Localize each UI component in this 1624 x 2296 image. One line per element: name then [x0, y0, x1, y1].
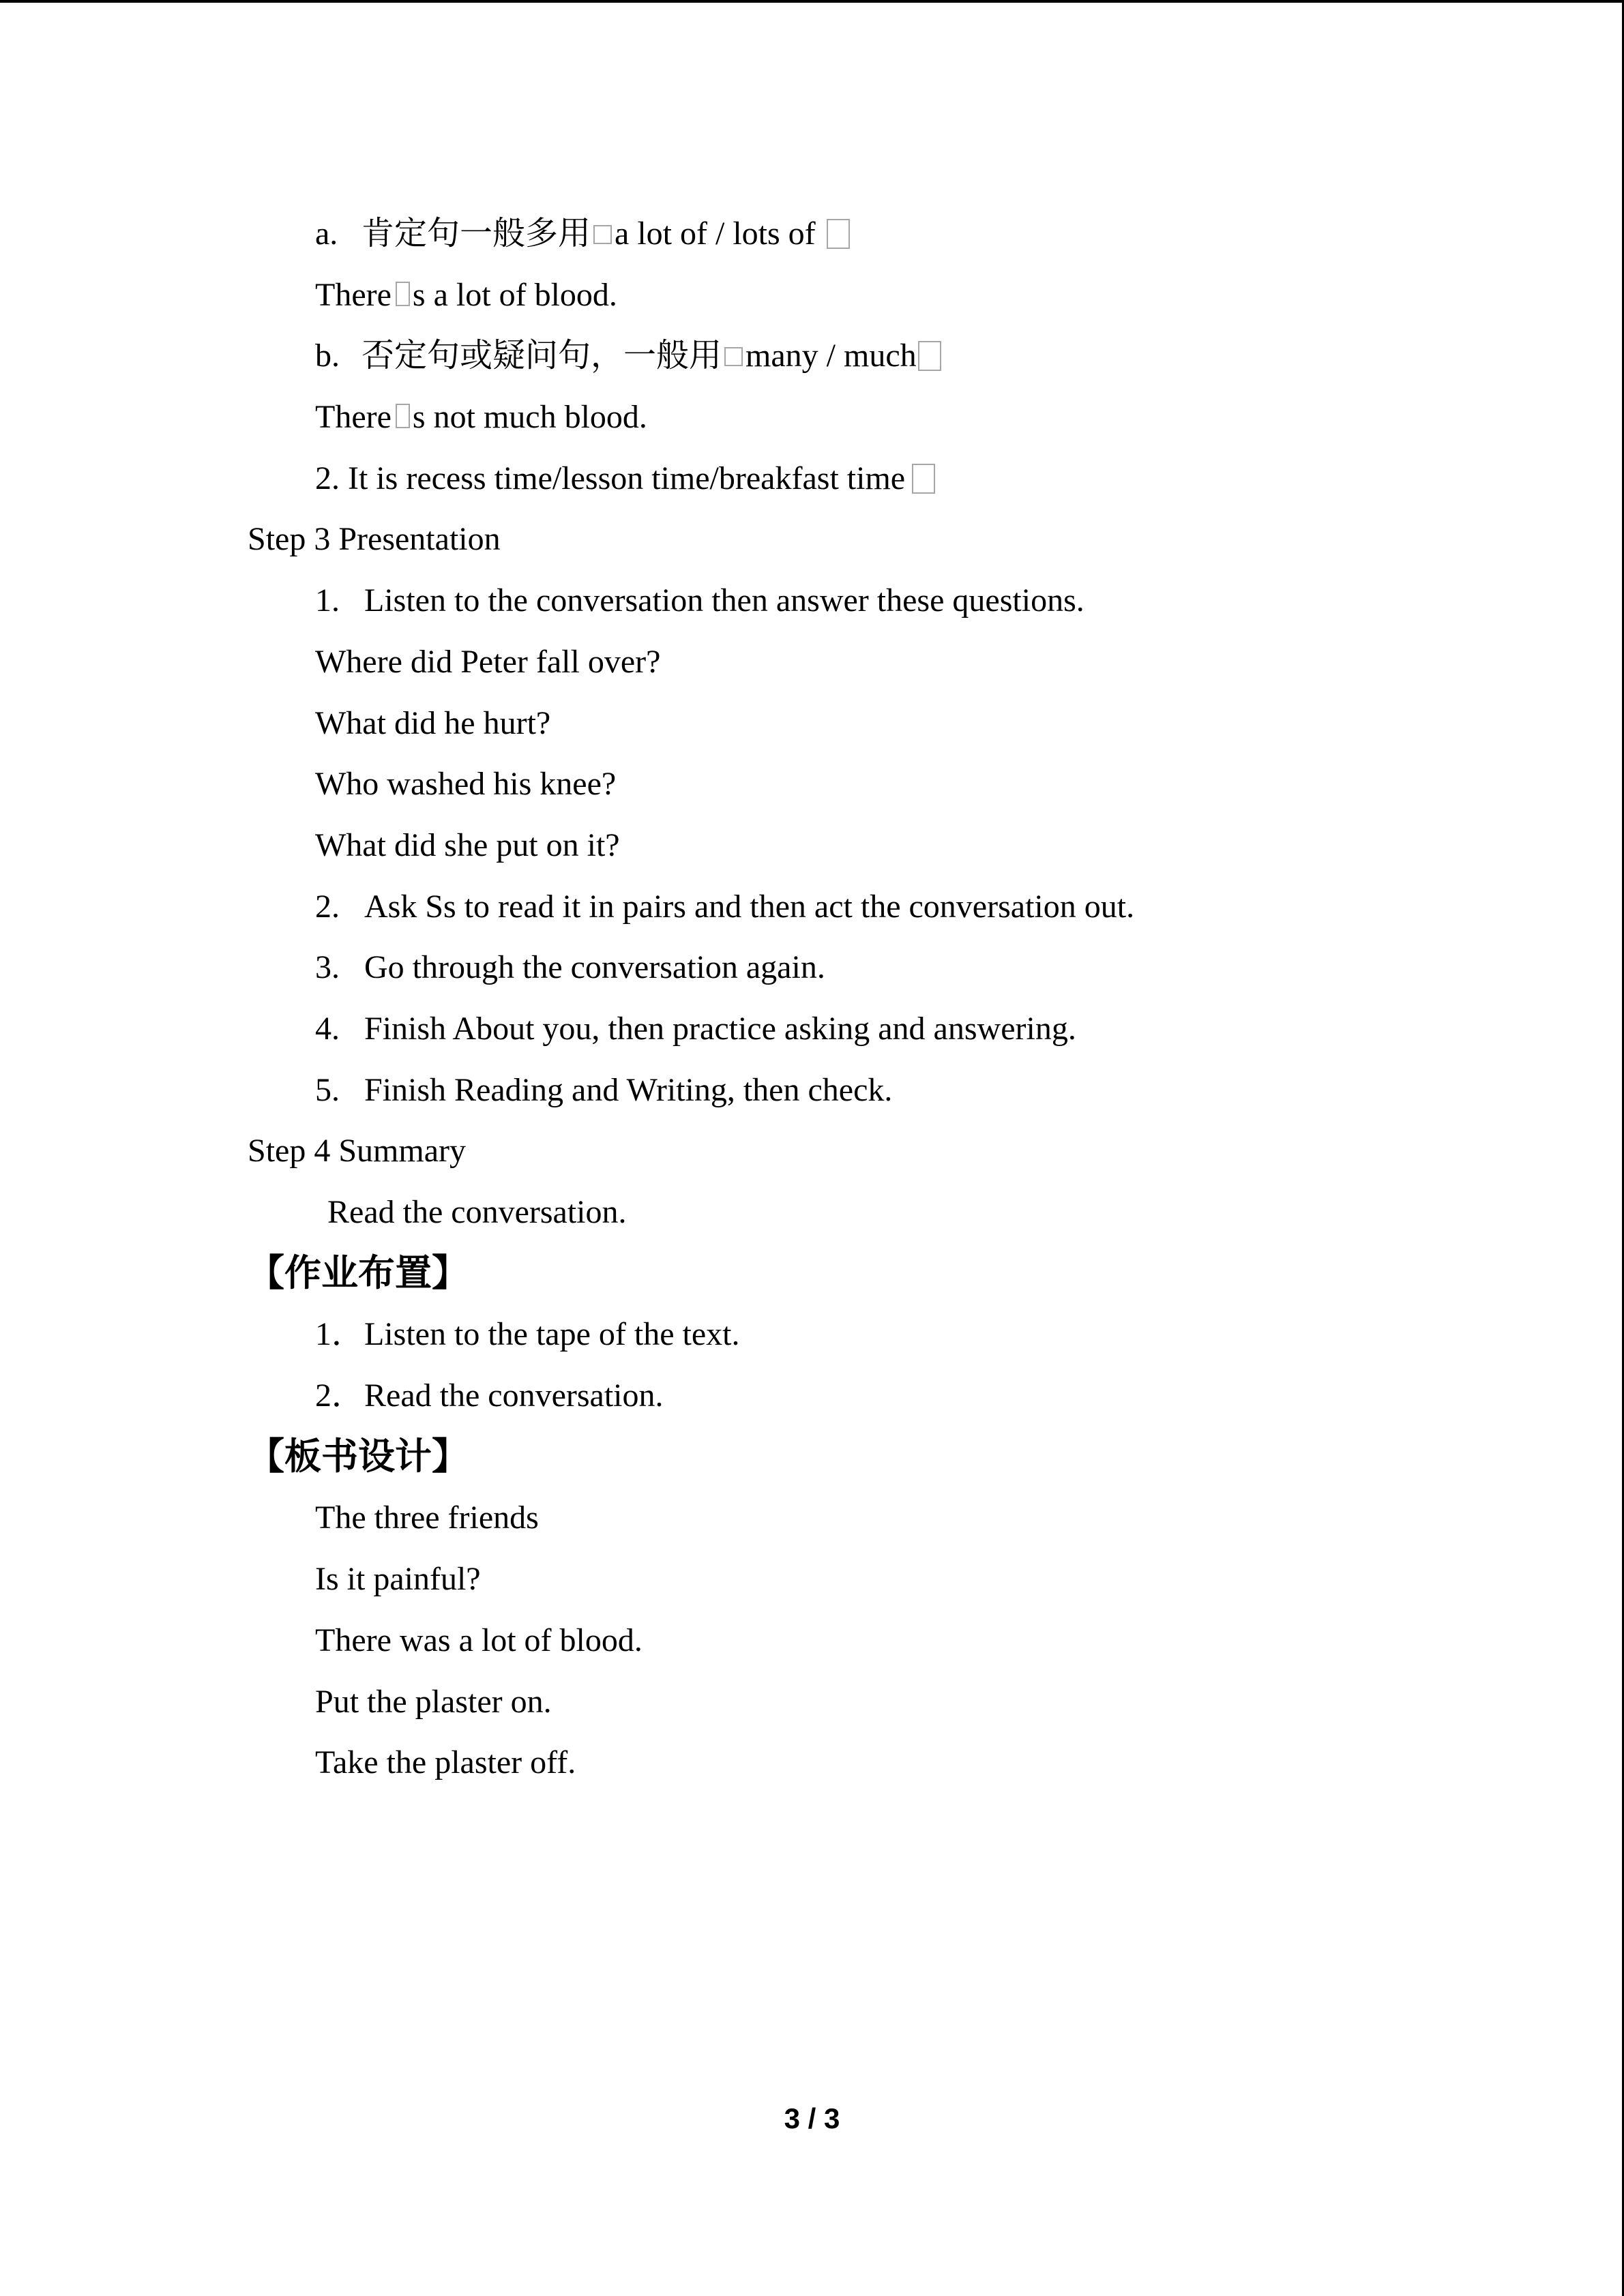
line-text: Is it painful? — [315, 1561, 481, 1598]
line-text-zh: 肯定句一般多用 — [361, 215, 591, 252]
document-content — [0, 203, 1624, 1793]
board-line-lot-of-blood — [0, 1610, 1624, 1671]
board-line-plaster-on — [0, 1671, 1624, 1733]
list-number: 5. — [315, 1071, 340, 1108]
grammar-note-a — [0, 203, 1624, 265]
board-line-is-it-painful — [0, 1549, 1624, 1610]
note-recess-time — [0, 448, 1624, 509]
page-number: 3 / 3 — [784, 2102, 840, 2134]
homework-item-1 — [0, 1304, 1624, 1365]
line-text: 2．Read the conversation. — [315, 1377, 664, 1414]
question-where-fall — [0, 631, 1624, 693]
step4-heading — [0, 1120, 1624, 1182]
board-line-three-friends — [0, 1487, 1624, 1549]
list-letter: b. — [315, 338, 340, 374]
line-text: Who washed his knee? — [315, 766, 617, 803]
line-text: What did she put on it? — [315, 826, 620, 863]
line-text-zh: 否定句或疑问句，一般用 — [361, 338, 722, 374]
line-text: Ask Ss to read it in pairs and then act the conversation out. — [364, 888, 1135, 925]
line-text: Finish Reading and Writing, then check. — [364, 1071, 893, 1108]
question-what-hurt — [0, 693, 1624, 754]
list-letter: a. — [315, 215, 338, 252]
line-text: The three friends — [315, 1500, 539, 1536]
step3-item-ask-ss — [0, 876, 1624, 938]
step3-item-finish-about-you — [0, 998, 1624, 1060]
line-text: 1．Listen to the tape of the text. — [315, 1316, 740, 1353]
line-text: Go through the conversation again. — [364, 949, 825, 986]
list-number: 2. — [315, 888, 340, 925]
step3-heading — [0, 509, 1624, 570]
homework-item-2 — [0, 1365, 1624, 1427]
list-number: 1. — [315, 582, 340, 619]
line-text: s a lot of blood. — [412, 276, 617, 313]
line-text: Take the plaster off. — [315, 1744, 576, 1781]
line-text: 2. It is recess time/lesson time/breakfast time — [315, 460, 906, 496]
line-text-en: many / much — [745, 338, 917, 374]
example-theres-a-lot — [0, 265, 1624, 326]
step4-read-conversation — [0, 1182, 1624, 1243]
line-text: Step 4 Summary — [248, 1133, 466, 1169]
line-text: There — [315, 276, 392, 313]
line-text: There — [315, 399, 392, 436]
homework-section-heading — [0, 1243, 1624, 1304]
line-text: Listen to the conversation then answer these questions. — [364, 582, 1084, 619]
grammar-note-b — [0, 325, 1624, 387]
question-what-put — [0, 815, 1624, 876]
missing-glyph-box — [724, 347, 743, 366]
step3-item-go-through — [0, 937, 1624, 998]
missing-glyph-box — [912, 464, 935, 494]
line-text: Put the plaster on. — [315, 1683, 552, 1720]
missing-glyph-box — [396, 404, 410, 428]
line-text: 【作业布置】 — [248, 1252, 469, 1294]
step3-item-listen — [0, 570, 1624, 631]
missing-glyph-box — [918, 341, 941, 371]
missing-glyph-box — [827, 219, 850, 249]
line-text: s not much blood. — [412, 399, 647, 436]
line-text: Where did Peter fall over? — [315, 643, 661, 680]
line-text-en: a lot of / lots of — [615, 215, 816, 252]
example-theres-not-much — [0, 387, 1624, 448]
missing-glyph-box — [593, 225, 612, 244]
line-text: Finish About you, then practice asking and answering. — [364, 1010, 1076, 1047]
list-number: 4. — [315, 1010, 340, 1047]
step3-item-finish-reading — [0, 1060, 1624, 1121]
page-top-border — [0, 0, 1624, 3]
line-text: 【板书设计】 — [248, 1435, 469, 1477]
line-text: Step 3 Presentation — [248, 521, 501, 558]
line-text: What did he hurt? — [315, 704, 551, 741]
list-number: 3. — [315, 949, 340, 986]
line-text: There was a lot of blood. — [315, 1622, 643, 1658]
question-who-washed — [0, 754, 1624, 815]
board-line-plaster-off — [0, 1732, 1624, 1793]
missing-glyph-box — [396, 282, 410, 306]
line-text: Read the conversation. — [327, 1194, 627, 1230]
board-design-section-heading — [0, 1427, 1624, 1488]
